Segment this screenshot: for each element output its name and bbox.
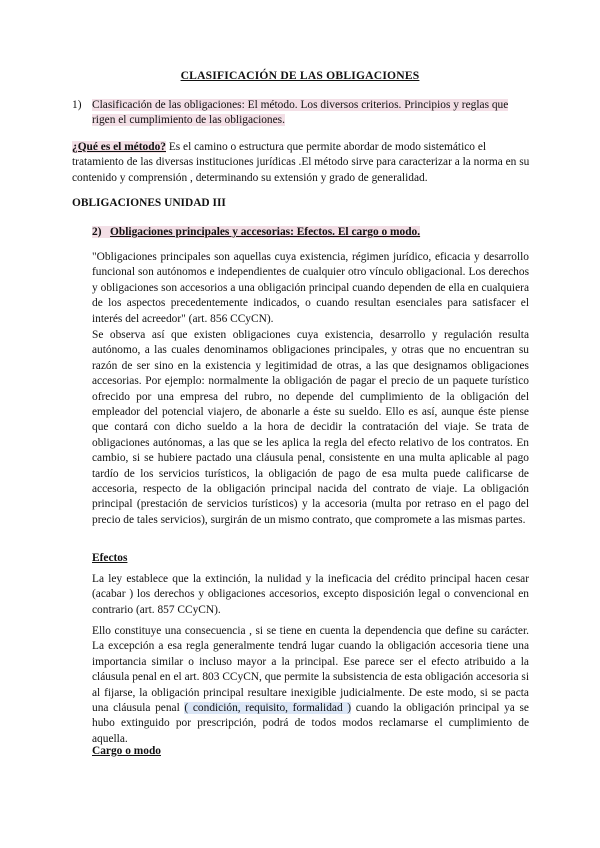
cargo-heading: Cargo o modo xyxy=(92,745,161,757)
paragraph-3-after: cuando la obligación principal ya se hubo extinguido por prescripción, podrá de todos modos reclamarse el cumplimiento de aquella. xyxy=(92,702,529,745)
paragraph-1: Se observa así que existen obligaciones cuya existencia, desarrollo y regulación resulta autónomo, a las cuales denominamos obligaciones principales, y otras que no encuentran su razón de ser sino en la existencia y legitimidad de otras, a las que designamos obligaciones accesorias. Por ejemplo: normalmente la obligación de pagar el precio de un paquete turístico ofrecido por una empresa del rubro, no depende del cumplimiento de la obligación del empleador del potencial viajero, de abonarle a éste su sueldo. Ello es así, aunque éste piense que contará con dicho sueldo a la hora de decidir la contratación del viaje. Se trata de obligaciones autónomas, a las que se les aplica la regla del efecto relativo de los contratos. En cambio, si se hubiere pactado una cláusula penal, consistente en una multa aplicable al pago tardío de los servicios turísticos, la obligación de pago de esa multa puede calificarse de accesoria, respecto de la obligación principal nacida del contrato de viaje. La obligación principal (prestación de servicios turísticos) y la accesoria (multa por retraso en el pago del precio de tales servicios), surgirán de un mismo contrato, que compromete a las mismas partes. xyxy=(92,329,529,526)
quote-paragraph: "Obligaciones principales son aquellas cuya existencia, régimen jurídico, eficacia y desarrollo funcional son autónomos e independientes de cualquier otro vínculo obligacional. Los derechos y obligaciones son accesorios a una obligación principal cuando dependen de ella en cualquiera de los aspectos precedentemente indicados, o cuando resultan esenciales para satisfacer el interés del acreedor" (art. 856 CCyCN). xyxy=(92,251,529,325)
item-2-text: Obligaciones principales y accesorias: Efectos. El cargo o modo. xyxy=(110,226,421,238)
metodo-text: Es el camino o estructura que permite abordar de modo sistemático el tratamiento de las diversas instituciones jurídicas .El método sirve para caracterizar a la norma en su contenido y comprensión , determinando su extensión y grado de generalidad. xyxy=(72,141,530,184)
efectos-heading: Efectos xyxy=(92,552,128,564)
item-2-line xyxy=(92,226,420,238)
page-title: CLASIFICACIÓN DE LAS OBLIGACIONES xyxy=(180,69,420,82)
metodo-paragraph xyxy=(72,140,532,186)
paragraph-3-highlight: ( condición, requisito, formalidad ) xyxy=(184,702,352,715)
item-1 xyxy=(72,98,532,129)
item-2-number: 2) xyxy=(92,226,102,238)
unit-heading: OBLIGACIONES UNIDAD III xyxy=(72,197,226,209)
item-1-text: Clasificación de las obligaciones: El método. Los diversos criterios. Principios y reglas que rigen el cumplimiento de las obligaciones. xyxy=(92,99,509,127)
paragraph-3 xyxy=(92,624,529,747)
item-1-number: 1) xyxy=(72,99,82,111)
paragraph-2: La ley establece que la extinción, la nulidad y la ineficacia del crédito principal hacen cesar (acabar ) los derechos y obligaciones accesorios, excepto disposición legal o convencional en contrario (art. 857 CCyCN). xyxy=(92,573,529,616)
item-2 xyxy=(92,225,532,240)
metodo-question: ¿Qué es el método? xyxy=(72,141,166,153)
paragraph-3-before: Ello constituye una consecuencia , si se tiene en cuenta la dependencia que define su carácter. La excepción a esa regla generalmente tendrá lugar cuando la obligación accesoria tiene una importancia similar o incluso mayor a la principal. Ese parece ser el efecto atribuido a la cláusula penal en el art. 803 CCyCN, que permite la subsistencia de esta obligación accesoria si al fijarse, la obligación principal resultare inexigible judicialmente. De este modo, si se pacta una cláusula penal xyxy=(92,625,529,715)
